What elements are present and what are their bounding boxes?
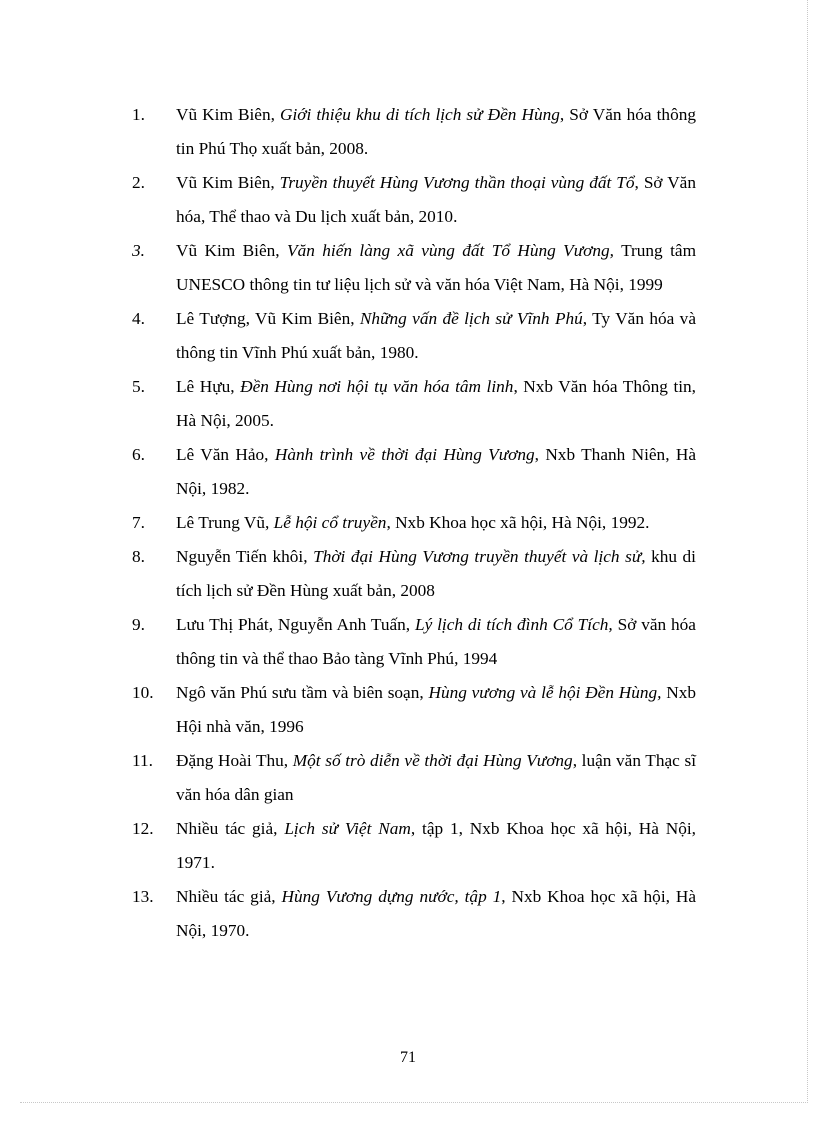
reference-item	[132, 608, 696, 676]
reference-publication: , Nxb Văn hóa Thông tin, Hà Nội, 2005.	[176, 377, 697, 430]
reference-number: 5.	[132, 377, 145, 396]
reference-title: Truyền thuyết Hùng Vương thần thoại vùng đất Tổ	[279, 173, 635, 192]
reference-author: Vũ Kim Biên,	[176, 241, 288, 260]
reference-text	[176, 676, 696, 744]
reference-text	[176, 608, 696, 676]
reference-author: Lưu Thị Phát, Nguyễn Anh Tuấn,	[176, 615, 415, 634]
reference-text	[176, 302, 696, 370]
reference-item	[132, 438, 696, 506]
reference-number: 11.	[132, 751, 153, 770]
reference-author: Nguyễn Tiến khôi,	[176, 547, 314, 566]
reference-text	[176, 234, 696, 302]
reference-item	[132, 234, 696, 302]
reference-author: Nhiều tác giả,	[176, 819, 285, 838]
reference-number: 1.	[132, 105, 145, 124]
reference-title: Văn hiến làng xã vùng đất Tổ Hùng Vương,	[287, 241, 614, 260]
reference-title: Lễ hội cổ truyền	[273, 513, 387, 532]
page-border-right	[807, 0, 808, 1103]
reference-publication: , Sở Văn hóa, Thể thao và Du lịch xuất bản, 2010.	[176, 173, 696, 226]
reference-author: Lê Hựu,	[176, 377, 241, 396]
reference-publication: Trung tâm UNESCO thông tin tư liệu lịch sử và văn hóa Việt Nam, Hà Nội, 1999	[176, 241, 697, 294]
reference-number: 3.	[132, 241, 145, 260]
reference-text	[176, 166, 696, 234]
reference-publication: , Nxb Thanh Niên, Hà Nội, 1982.	[176, 445, 697, 498]
reference-text	[176, 744, 696, 812]
reference-text	[176, 98, 696, 166]
reference-item	[132, 370, 696, 438]
reference-title: Lý lịch di tích đình Cổ Tích,	[414, 615, 613, 634]
reference-publication: Sở văn hóa thông tin và thể thao Bảo tàng Vĩnh Phú, 1994	[176, 615, 696, 668]
reference-publication: Nxb Hội nhà văn, 1996	[176, 683, 696, 736]
reference-number: 7.	[132, 513, 145, 532]
reference-title: Những vấn đề lịch sử Vĩnh Phú	[359, 309, 583, 328]
reference-number: 8.	[132, 547, 145, 566]
reference-text	[176, 540, 696, 608]
reference-publication: , Sở Văn hóa thông tin Phú Thọ xuất bản, 2008.	[176, 105, 696, 158]
reference-number: 6.	[132, 445, 145, 464]
reference-author: Lê Trung Vũ,	[176, 513, 274, 532]
reference-title: Giới thiệu khu di tích lịch sử Đền Hùng	[279, 105, 560, 124]
reference-item	[132, 540, 696, 608]
reference-item	[132, 98, 696, 166]
reference-list	[132, 98, 696, 948]
reference-item	[132, 302, 696, 370]
reference-number: 10.	[132, 683, 154, 702]
reference-title: Hành trình về thời đại Hùng Vương	[274, 445, 535, 464]
reference-author: Ngô văn Phú sưu tầm và biên soạn,	[176, 683, 429, 702]
reference-text	[176, 370, 696, 438]
reference-item	[132, 166, 696, 234]
reference-number: 2.	[132, 173, 145, 192]
reference-publication: , Nxb Khoa học xã hội, Hà Nội, 1970.	[176, 887, 696, 940]
reference-number: 4.	[132, 309, 145, 328]
reference-publication: , luận văn Thạc sĩ văn hóa dân gian	[176, 751, 696, 804]
reference-number: 12.	[132, 819, 154, 838]
reference-item	[132, 676, 696, 744]
reference-title: Hùng Vương dựng nước, tập 1	[281, 887, 502, 906]
reference-publication: , tập 1, Nxb Khoa học xã hội, Hà Nội, 1971.	[176, 819, 696, 872]
reference-text	[176, 506, 696, 540]
reference-item	[132, 506, 696, 540]
reference-author: Lê Tượng, Vũ Kim Biên,	[176, 309, 360, 328]
reference-publication: , Ty Văn hóa và thông tin Vĩnh Phú xuất bản, 1980.	[176, 309, 696, 362]
reference-publication: khu di tích lịch sử Đền Hùng xuất bản, 2008	[176, 547, 696, 600]
reference-text	[176, 812, 696, 880]
reference-number: 13.	[132, 887, 154, 906]
reference-text	[176, 438, 696, 506]
reference-publication: , Nxb Khoa học xã hội, Hà Nội, 1992.	[386, 513, 650, 532]
reference-author: Đặng Hoài Thu,	[176, 751, 293, 770]
reference-title: Hùng vương và lễ hội Đền Hùng,	[428, 683, 662, 702]
reference-text	[176, 880, 696, 948]
reference-author: Vũ Kim Biên,	[176, 173, 280, 192]
reference-title: Một số trò diễn về thời đại Hùng Vương	[292, 751, 573, 770]
reference-title: Thời đại Hùng Vương truyền thuyết và lịch sử,	[313, 547, 646, 566]
reference-author: Nhiều tác giả,	[176, 887, 282, 906]
reference-author: Lê Văn Hảo,	[176, 445, 275, 464]
page-border-bottom	[20, 1102, 808, 1103]
reference-title: Đền Hùng nơi hội tụ văn hóa tâm linh	[240, 377, 514, 396]
page-number: 71	[400, 1049, 416, 1066]
reference-title: Lịch sử Việt Nam	[284, 819, 411, 838]
reference-author: Vũ Kim Biên,	[176, 105, 280, 124]
reference-item	[132, 744, 696, 812]
reference-item	[132, 880, 696, 948]
reference-number: 9.	[132, 615, 145, 634]
reference-item	[132, 812, 696, 880]
